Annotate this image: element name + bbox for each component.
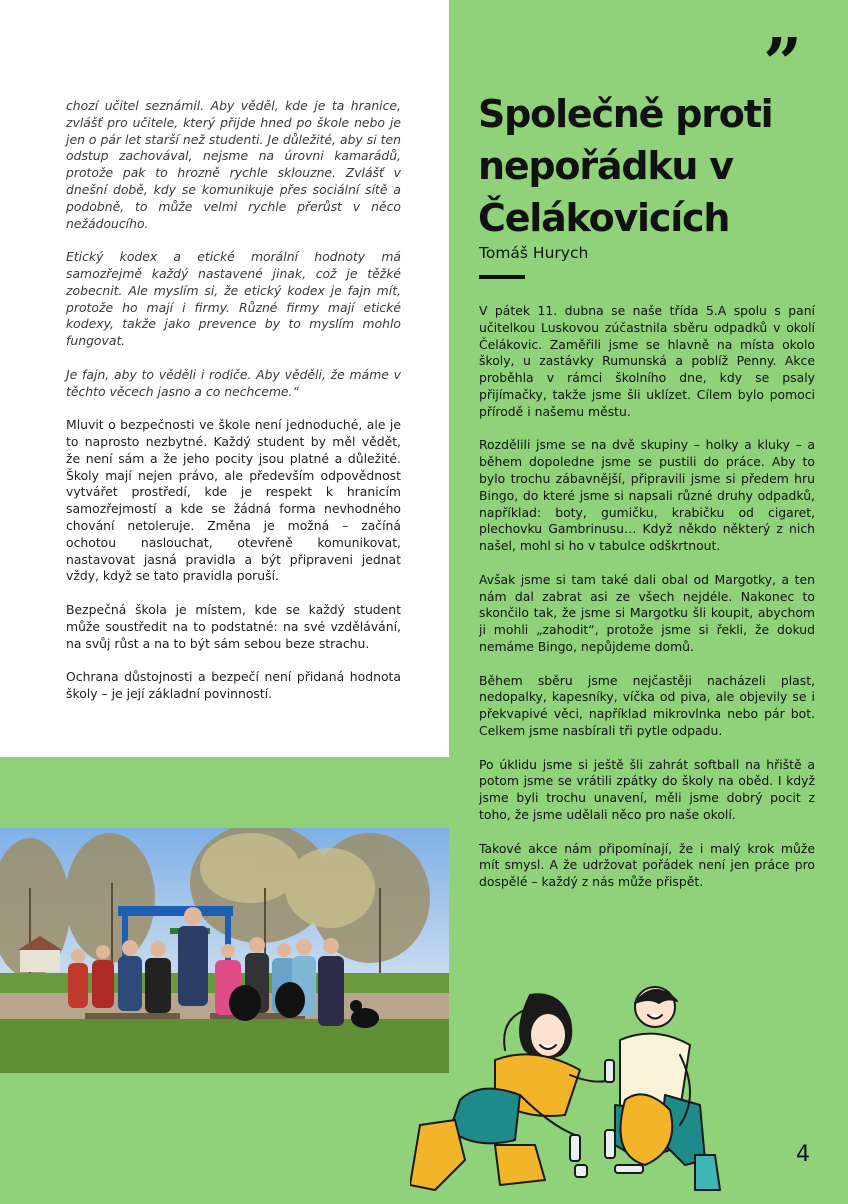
article-author: Tomáš Hurych	[479, 244, 589, 262]
article-title: Společně proti nepořádku v Čelákovicích	[478, 92, 773, 240]
left-column	[66, 98, 401, 719]
article-paragraph-5: Po úklidu jsme si ještě šli zahrát softball na hřiště a potom jsme se vrátili zpátky do školy na oběd. I když jsme byli trochu unavení, měli jsme dobrý pocit z toho, že jsme udělali něco pro naše okolí.	[479, 756, 815, 822]
page-number: 4	[796, 1142, 810, 1167]
article-paragraph-3: Avšak jsme si tam také dali obal od Margotky, a ten nám dal zabrat asi ze všech nejdéle. Nakonec to skončilo tak, že jsme si Margotku šli koupit, abychom ji mohli „zahodit“, protože jsme si řekli, že dokud nemáme Bingo, nepůjdeme domů.	[479, 571, 815, 654]
paragraph-safety-3: Ochrana důstojnosti a bezpečí není přidaná hodnota školy – je její základní povinností.	[66, 669, 401, 701]
italic-paragraph-1: chozí učitel seznámil. Aby věděl, kde je ta hranice, zvlášť pro učitele, který přijde hned po škole nebo je jen o pár let starší než studenti. Je důležité, aby si ten odstup zachovával, nejsme na úrovni kamarádů, protože pak to hrozně rychle sklouzne. Zvlášť v dnešní době, kdy se komunikuje přes sociální sítě a podobně, to může velmi rychle přerůst v něco nežádoucího.	[66, 98, 401, 231]
article-body	[479, 303, 815, 908]
article-paragraph-4: Během sběru jsme nejčastěji nacházeli plast, nedopalky, kapesníky, víčka od piva, ale objevily se i překvapivé věci, například mikrovlnka nebo pár bot. Celkem jsme nasbírali tři pytle odpadu.	[479, 672, 815, 738]
kids-cleaning-illustration	[410, 985, 740, 1200]
author-underline	[479, 275, 525, 279]
article-paragraph-2: Rozdělili jsme se na dvě skupiny – holky a kluky – a během dopoledne jsme se pustili do práce. Aby to bylo trochu zábavnější, připravili jsme si předem hru Bingo, do které jsme si napsali různé druhy odpadků, například: boty, gumičku, krabičku od cigaret, plechovku Gambrinusu… Když někdo některý z nich našel, mohl si ho v tabulce odškrtnout.	[479, 437, 815, 554]
article-paragraph-6: Takové akce nám připomínají, že i malý krok může mít smysl. A že udržovat pořádek není jen práce pro dospělé – každý z nás může přispět.	[479, 840, 815, 890]
group-photo	[0, 828, 449, 1073]
paragraph-safety-1: Mluvit o bezpečnosti ve škole není jednoduché, ale je to naprosto nezbytné. Každý student by měl vědět, že není sám a že jeho pocity jsou platné a důležité. Školy mají nejen právo, ale především odpovědnost vytvářet prostředí, kde je respekt k hranicím samozřejmostí a kde se žádná forma nevhodného chování netoleruje. Změna je možná – začíná ochotou naslouchat, otevřeně komunikovat, nastavovat jasná pravidla a být připraveni jednat vždy, když se tato pravidla poruší.	[66, 417, 401, 584]
article-paragraph-1: V pátek 11. dubna se naše třída 5.A spolu s paní učitelkou Luskovou zúčastnila sběru odpadků v okolí Čelákovic. Zaměřili jsme se hlavně na místa okolo školy, u zastávky Rumunská a poblíž Penny. Akce proběhla v rámci školního dne, kdy se psaly přijímačky, takže jsme šli uklízet. Cílem bylo pomoci přírodě i našemu městu.	[479, 303, 815, 419]
quote-mark-icon: ”	[763, 24, 803, 104]
italic-paragraph-3: Je fajn, aby to věděli i rodiče. Aby věděli, že máme v těchto věcech jasno a co nechceme.“	[66, 366, 401, 399]
italic-paragraph-2: Etický kodex a etické morální hodnoty má samozřejmě každý nastavené jinak, což je těžké zobecnit. Ale myslím si, že etický kodex je fajn mít, protože ho mají i firmy. Různé firmy mají etické kodexy, takže jako prevence by to myslím mohlo fungovat.	[66, 249, 401, 349]
paragraph-safety-2: Bezpečná škola je místem, kde se každý student může soustředit na to podstatné: na své vzdělávání, na svůj růst a na to být sám sebou beze strachu.	[66, 601, 401, 651]
